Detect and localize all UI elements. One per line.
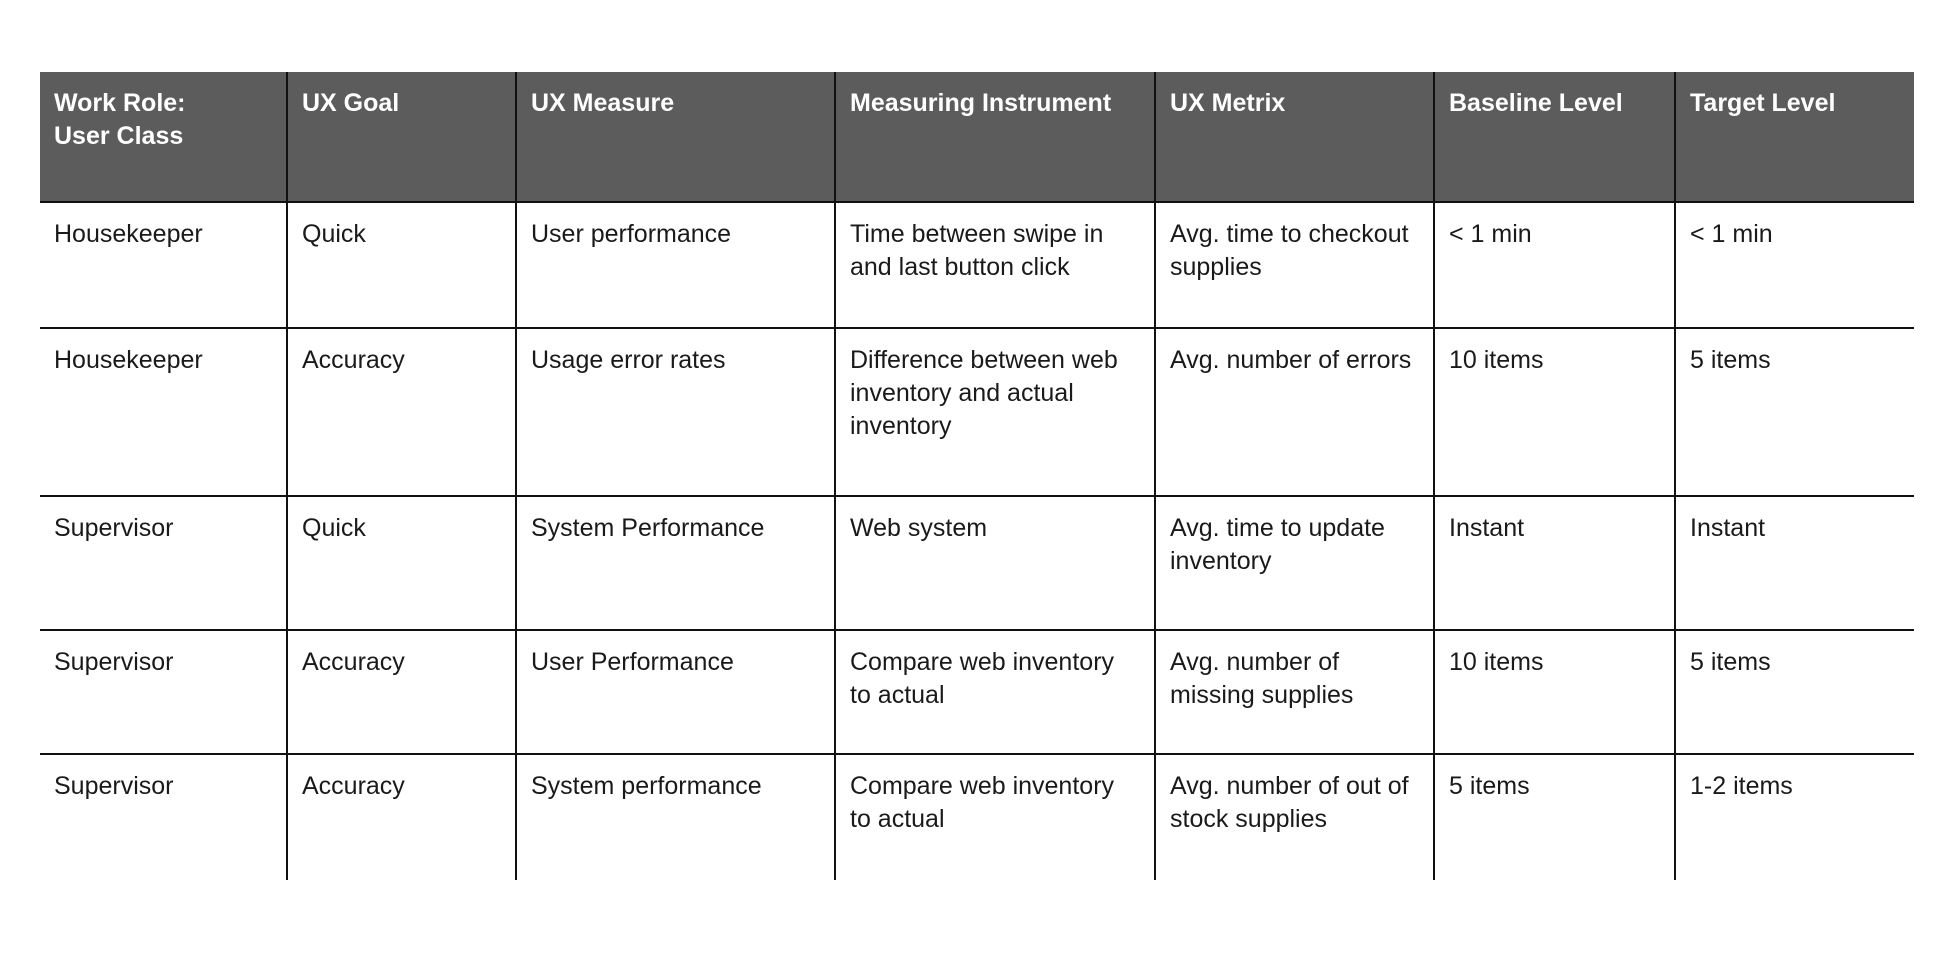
cell-ux-metrix: Avg. number of errors — [1155, 328, 1434, 496]
table-row — [40, 202, 1914, 328]
cell-ux-metrix: Avg. number of missing supplies — [1155, 630, 1434, 754]
cell-work-role: Supervisor — [40, 754, 287, 880]
cell-measuring-instrument: Time between swipe in and last button click — [835, 202, 1155, 328]
cell-ux-goal: Quick — [287, 496, 516, 630]
cell-ux-goal: Quick — [287, 202, 516, 328]
header-label: UX Metrix — [1170, 89, 1286, 117]
cell-measuring-instrument: Web system — [835, 496, 1155, 630]
header-ux-goal — [287, 72, 516, 202]
cell-work-role: Housekeeper — [40, 202, 287, 328]
table-row — [40, 496, 1914, 630]
table-row — [40, 630, 1914, 754]
cell-target-level: < 1 min — [1675, 202, 1914, 328]
table-row — [40, 328, 1914, 496]
cell-ux-measure: System performance — [516, 754, 835, 880]
cell-baseline-level: Instant — [1434, 496, 1675, 630]
cell-ux-measure: Usage error rates — [516, 328, 835, 496]
cell-measuring-instrument: Difference between web inventory and actual inventory — [835, 328, 1155, 496]
cell-baseline-level: < 1 min — [1434, 202, 1675, 328]
cell-baseline-level: 5 items — [1434, 754, 1675, 880]
cell-target-level: 1-2 items — [1675, 754, 1914, 880]
header-label: Work Role: User Class — [54, 89, 186, 150]
cell-target-level: Instant — [1675, 496, 1914, 630]
header-target-level — [1675, 72, 1914, 202]
cell-ux-measure: System Performance — [516, 496, 835, 630]
cell-ux-measure: User Performance — [516, 630, 835, 754]
cell-measuring-instrument: Compare web inventory to actual — [835, 630, 1155, 754]
cell-ux-goal: Accuracy — [287, 328, 516, 496]
header-ux-measure — [516, 72, 835, 202]
cell-ux-goal: Accuracy — [287, 630, 516, 754]
header-label: Measuring Instrument — [850, 89, 1112, 117]
header-label: Target Level — [1690, 89, 1836, 117]
cell-target-level: 5 items — [1675, 328, 1914, 496]
cell-measuring-instrument: Compare web inventory to actual — [835, 754, 1155, 880]
header-work-role — [40, 72, 287, 202]
cell-ux-metrix: Avg. time to update inventory — [1155, 496, 1434, 630]
cell-work-role: Supervisor — [40, 630, 287, 754]
cell-ux-goal: Accuracy — [287, 754, 516, 880]
header-label: UX Goal — [302, 89, 400, 117]
cell-work-role: Housekeeper — [40, 328, 287, 496]
cell-ux-metrix: Avg. number of out of stock supplies — [1155, 754, 1434, 880]
header-baseline-level — [1434, 72, 1675, 202]
ux-metrics-table — [40, 72, 1914, 880]
table-row — [40, 754, 1914, 880]
header-label: UX Measure — [531, 89, 675, 117]
table-header-row — [40, 72, 1914, 202]
cell-ux-metrix: Avg. time to checkout supplies — [1155, 202, 1434, 328]
cell-ux-measure: User performance — [516, 202, 835, 328]
cell-work-role: Supervisor — [40, 496, 287, 630]
cell-baseline-level: 10 items — [1434, 328, 1675, 496]
header-ux-metrix — [1155, 72, 1434, 202]
header-label: Baseline Level — [1449, 89, 1623, 117]
header-measuring-instrument — [835, 72, 1155, 202]
cell-target-level: 5 items — [1675, 630, 1914, 754]
cell-baseline-level: 10 items — [1434, 630, 1675, 754]
